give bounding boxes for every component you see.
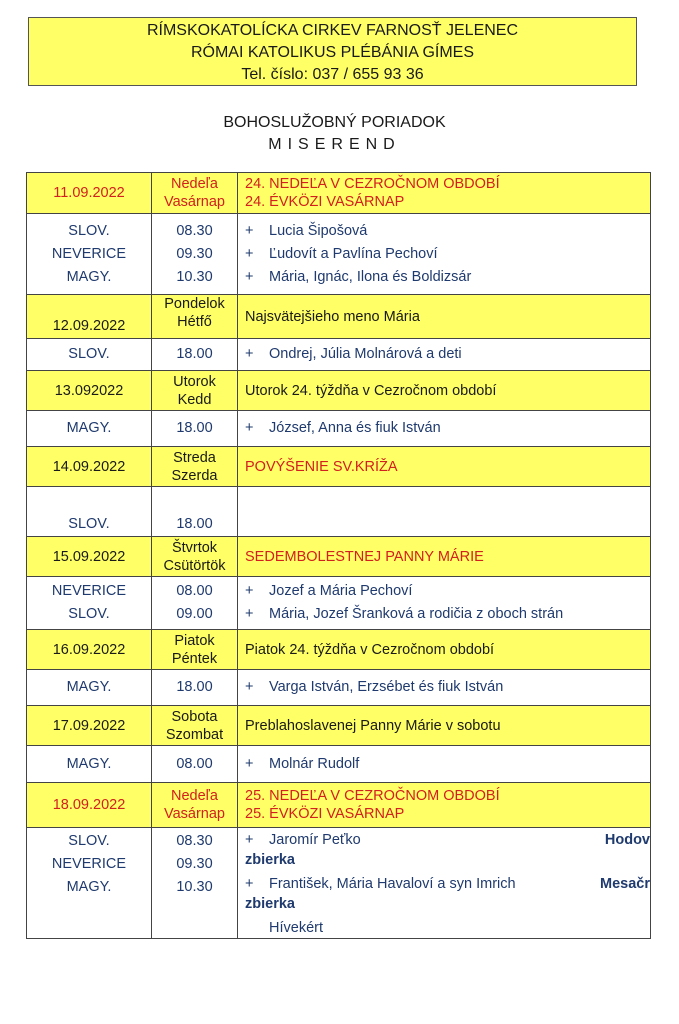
day-name-hu: Vasárnap (164, 194, 225, 210)
day-row: 14.09.2022 Streda Szerda POVÝŠENIE SV.KRÍŽA (27, 447, 651, 487)
mass-row: NEVERICE SLOV. 08.00 09.00 + Jozef a Mária Pechoví + Mária, Jozef Šranková a rodičia z oboch strán (27, 577, 651, 630)
mass-row (27, 214, 651, 295)
mass-row: SLOV. NEVERICE MAGY. 08.30 09.30 10.30 + Jaromír Peťko Hodov zbierka + František, Mária Havaloví a syn Imrich Mesačr zbierka Hívekért (27, 828, 651, 939)
document-title (0, 112, 669, 156)
parish-name-sk: RÍMSKOKATOLÍCKA CIRKEV FARNOSŤ JELENEC (146, 22, 519, 39)
mass-row: MAGY. 18.00 + Varga István, Erzsébet és fiuk István (27, 670, 651, 706)
feast-hu: 24. ÉVKÖZI VASÁRNAP (245, 194, 405, 210)
day-row: 17.09.2022 Sobota Szombat Preblahoslavenej Panny Márie v sobotu (27, 706, 651, 746)
feast-name: Najsvätejšieho meno Mária (238, 295, 651, 339)
title-sk: BOHOSLUŽOBNÝ PORIADOK (223, 114, 446, 131)
feast-sk: 24. NEDEĽA V CEZROČNOM OBDOBÍ (245, 176, 500, 192)
note-hodov: Hodov (604, 832, 650, 848)
mass-language: SLOV. NEVERICE MAGY. (27, 214, 152, 295)
feast-name (238, 173, 651, 214)
day-name: Pondelok Hétfő (152, 295, 238, 339)
note-mesacna: Mesačr (600, 876, 650, 892)
day-name-sk: Nedeľa (171, 176, 218, 192)
parish-phone: Tel. číslo: 037 / 655 93 36 (241, 66, 424, 83)
day-row: 15.09.2022 Štvrtok Csütörtök SEDEMBOLESTNEJ PANNY MÁRIE (27, 537, 651, 577)
day-row: 18.09.2022 Nedeľa Vasárnap 25. NEDEĽA V CEZROČNOM OBDOBÍ 25. ÉVKÖZI VASÁRNAP (27, 783, 651, 828)
mass-time: 08.30 09.30 10.30 (152, 214, 238, 295)
day-row: 13.092022 Utorok Kedd Utorok 24. týždňa v Cezročnom období (27, 371, 651, 411)
day-date: 11.09.2022 (27, 173, 152, 214)
mass-row: SLOV. 18.00 (27, 487, 651, 537)
mass-intention: + Lucia Šipošová + Ľudovít a Pavlína Pechoví + Mária, Ignác, Ilona és Boldizsár (238, 214, 651, 295)
day-name (152, 173, 238, 214)
day-row: 16.09.2022 Piatok Péntek Piatok 24. týždňa v Cezročnom období (27, 630, 651, 670)
parish-name-hu: RÓMAI KATOLIKUS PLÉBÁNIA GÍMES (190, 44, 475, 61)
mass-row: MAGY. 18.00 + József, Anna és fiuk István (27, 411, 651, 447)
day-row (27, 173, 651, 214)
schedule-table (26, 172, 651, 939)
day-row (27, 295, 651, 339)
day-date: 12.09.2022 (27, 295, 152, 339)
mass-row: MAGY. 08.00 + Molnár Rudolf (27, 746, 651, 783)
mass-row: SLOV. 18.00 + Ondrej, Júlia Molnárová a deti (27, 339, 651, 371)
parish-header (28, 17, 637, 86)
title-hu: MISEREND (268, 136, 401, 153)
